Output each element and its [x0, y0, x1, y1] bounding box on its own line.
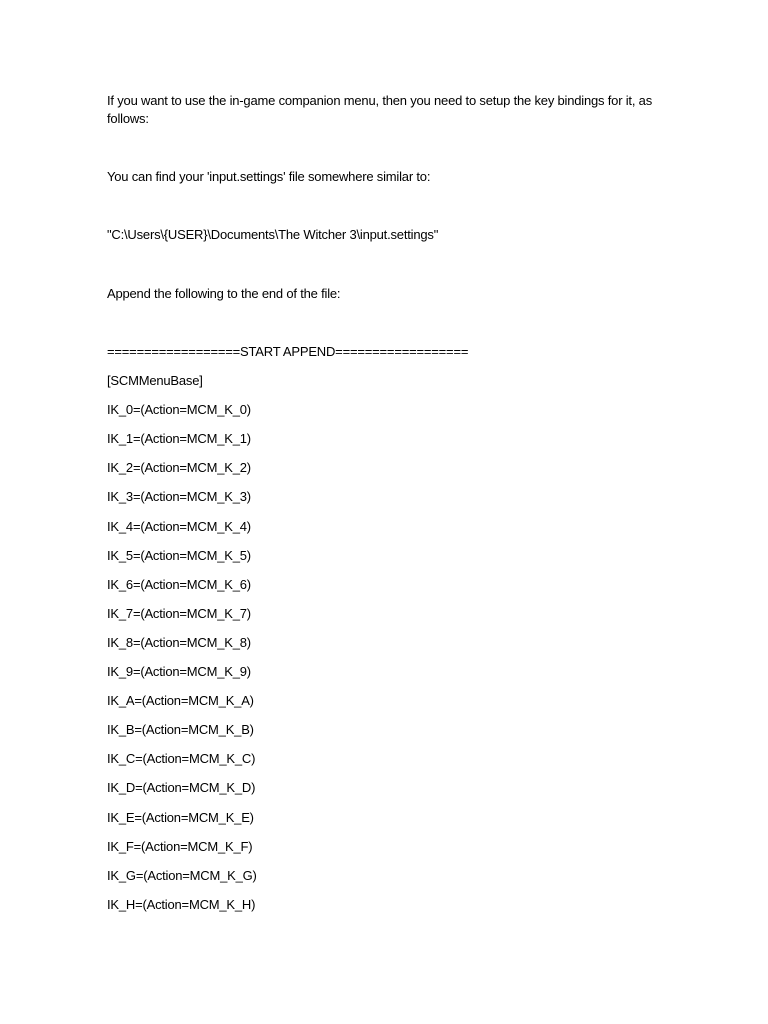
code-line: IK_0=(Action=MCM_K_0): [107, 402, 251, 418]
code-line: IK_2=(Action=MCM_K_2): [107, 460, 251, 476]
code-line: IK_6=(Action=MCM_K_6): [107, 576, 251, 592]
code-line: IK_7=(Action=MCM_K_7): [107, 605, 251, 621]
code-line: IK_A=(Action=MCM_K_A): [107, 693, 254, 709]
code-line: IK_F=(Action=MCM_K_F): [107, 838, 253, 854]
code-line: IK_5=(Action=MCM_K_5): [107, 547, 251, 563]
code-line: IK_E=(Action=MCM_K_E): [107, 809, 254, 825]
code-line: IK_4=(Action=MCM_K_4): [107, 518, 251, 534]
settings-code-block: [107, 343, 468, 925]
code-line: IK_C=(Action=MCM_K_C): [107, 751, 256, 767]
intro-paragraph: If you want to use the in-game companion menu, then you need to setup the key bindings for it, as follows:: [107, 93, 653, 126]
code-line: ==================START APPEND==================: [107, 344, 469, 359]
code-line: IK_B=(Action=MCM_K_B): [107, 722, 254, 738]
code-line: IK_G=(Action=MCM_K_G): [107, 867, 257, 883]
file-path-paragraph: "C:\Users\{USER}\Documents\The Witcher 3\input.settings": [107, 227, 439, 242]
append-instruction-paragraph: Append the following to the end of the file:: [107, 286, 341, 301]
find-file-paragraph: You can find your 'input.settings' file somewhere similar to:: [107, 169, 431, 184]
code-line: IK_H=(Action=MCM_K_H): [107, 896, 256, 912]
code-line: IK_3=(Action=MCM_K_3): [107, 489, 251, 505]
code-line: [SCMMenuBase]: [107, 373, 203, 389]
code-line: IK_1=(Action=MCM_K_1): [107, 431, 251, 447]
code-line: IK_8=(Action=MCM_K_8): [107, 634, 251, 650]
code-line: IK_9=(Action=MCM_K_9): [107, 664, 251, 680]
code-line: IK_D=(Action=MCM_K_D): [107, 780, 256, 796]
